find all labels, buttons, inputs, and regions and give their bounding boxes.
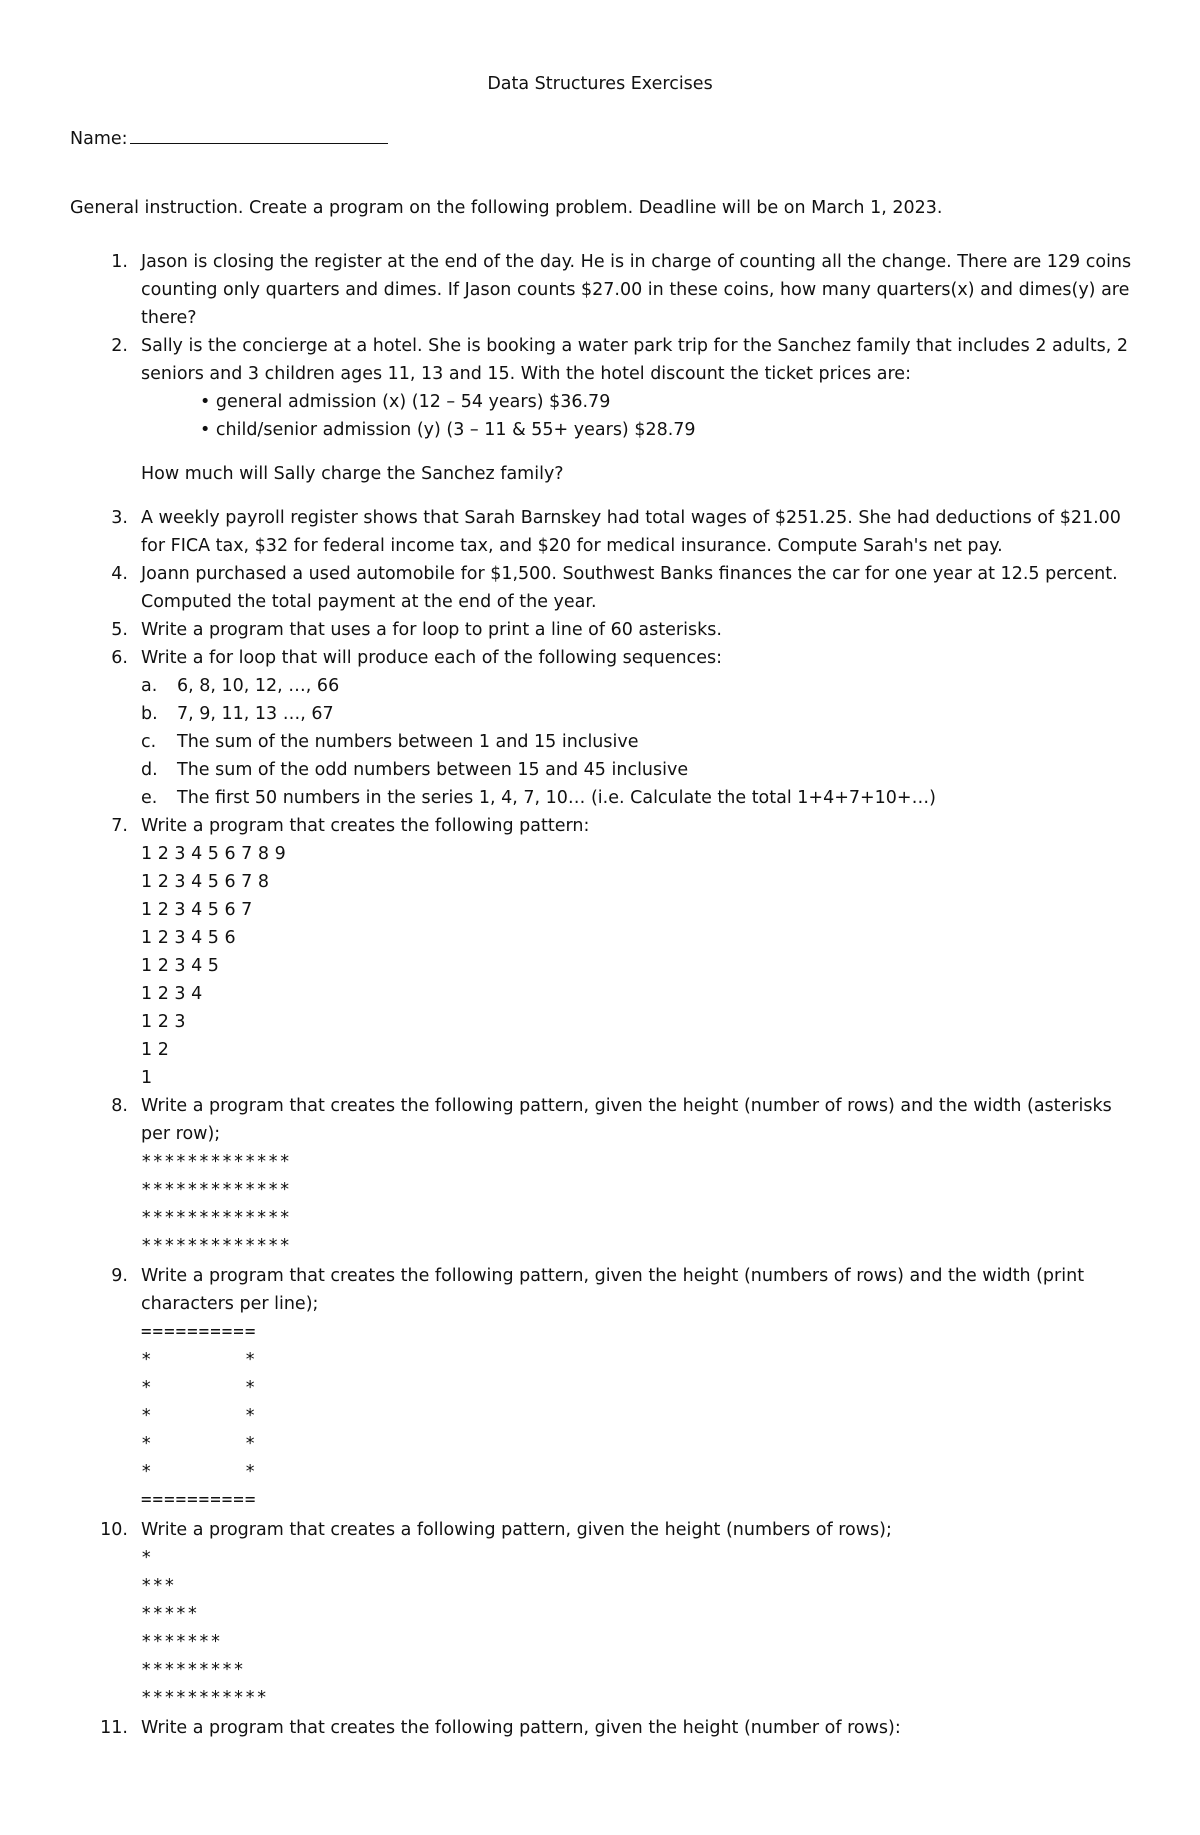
pattern-line: *********** xyxy=(141,1688,268,1708)
problem-text: Write a program that creates a following pattern, given the height (numbers of rows); xyxy=(141,1520,892,1540)
problem-text: A weekly payroll register shows that Sarah Barnskey had total wages of $251.25. She had deductions of $21.00 xyxy=(141,508,1121,528)
sub-item-letter: a. xyxy=(141,676,158,696)
sub-item-text: The sum of the numbers between 1 and 15 inclusive xyxy=(177,732,639,752)
sub-item-letter: e. xyxy=(141,788,158,808)
sub-item-text: The first 50 numbers in the series 1, 4, 7, 10… (i.e. Calculate the total 1+4+7+10+…) xyxy=(177,788,936,808)
problem-number: 5. xyxy=(111,620,128,640)
problem-text: Sally is the concierge at a hotel. She is booking a water park trip for the Sanchez family that includes 2 adults, 2 xyxy=(141,336,1129,356)
sub-item-letter: d. xyxy=(141,760,158,780)
pattern-line: 1 2 3 4 5 6 7 xyxy=(141,900,253,920)
problem-text: characters per line); xyxy=(141,1294,319,1314)
problem-text: Write a program that creates the following pattern, given the height (number of rows) and the width (asterisks xyxy=(141,1096,1112,1116)
problem-number: 11. xyxy=(100,1718,128,1738)
pattern-line: * * xyxy=(141,1350,257,1370)
bullet-item: • general admission (x) (12 – 54 years) $36.79 xyxy=(200,392,611,412)
pattern-line: *** xyxy=(141,1576,176,1596)
bullet-icon: • xyxy=(200,420,216,440)
problem-text: Joann purchased a used automobile for $1,500. Southwest Banks finances the car for one year at 12.5 percent. xyxy=(141,564,1118,584)
problem-number: 9. xyxy=(111,1266,128,1286)
problem-text: for FICA tax, $32 for federal income tax, and $20 for medical insurance. Compute Sarah's net pay. xyxy=(141,536,1003,556)
document-title: Data Structures Exercises xyxy=(487,74,713,94)
pattern-line: ******* xyxy=(141,1632,222,1652)
pattern-line: 1 2 3 4 5 6 7 8 9 xyxy=(141,844,286,864)
problem-text: there? xyxy=(141,308,197,328)
bullet-item: • child/senior admission (y) (3 – 11 & 55+ years) $28.79 xyxy=(200,420,696,440)
pattern-line: 1 2 xyxy=(141,1040,169,1060)
pattern-line: * * xyxy=(141,1462,257,1482)
sub-item-text: 6, 8, 10, 12, …, 66 xyxy=(177,676,340,696)
problem-text: seniors and 3 children ages 11, 13 and 15. With the hotel discount the ticket prices are: xyxy=(141,364,911,384)
pattern-line: * * xyxy=(141,1406,257,1426)
sub-item-text: 7, 9, 11, 13 …, 67 xyxy=(177,704,334,724)
name-blank-line xyxy=(130,126,388,144)
problem-text: Write a program that creates the following pattern: xyxy=(141,816,590,836)
pattern-line: ************* xyxy=(141,1236,291,1256)
sub-item-text: The sum of the odd numbers between 15 and 45 inclusive xyxy=(177,760,689,780)
problem-text: Write a for loop that will produce each of the following sequences: xyxy=(141,648,723,668)
pattern-line: * * xyxy=(141,1434,257,1454)
sub-item-letter: c. xyxy=(141,732,157,752)
problem-number: 10. xyxy=(100,1520,128,1540)
pattern-line: ************* xyxy=(141,1208,291,1228)
problem-text: counting only quarters and dimes. If Jason counts $27.00 in these coins, how many quarters(x) and dimes(y) are xyxy=(141,280,1130,300)
pattern-line: ========== xyxy=(141,1322,257,1342)
pattern-line: 1 2 3 4 xyxy=(141,984,203,1004)
problem-text: Write a program that uses a for loop to print a line of 60 asterisks. xyxy=(141,620,722,640)
problem-number: 6. xyxy=(111,648,128,668)
sub-item-letter: b. xyxy=(141,704,158,724)
problem-text: per row); xyxy=(141,1124,221,1144)
name-field xyxy=(70,126,388,151)
pattern-line: 1 2 3 4 5 6 xyxy=(141,928,236,948)
pattern-line: 1 2 3 4 5 6 7 8 xyxy=(141,872,270,892)
problem-text: Jason is closing the register at the end of the day. He is in charge of counting all the change. There are 129 coins xyxy=(141,252,1132,272)
pattern-line: 1 xyxy=(141,1068,153,1088)
problem-text: Write a program that creates the following pattern, given the height (number of rows): xyxy=(141,1718,901,1738)
problem-number: 3. xyxy=(111,508,128,528)
pattern-line: * * xyxy=(141,1378,257,1398)
pattern-line: 1 2 3 4 5 xyxy=(141,956,219,976)
general-instruction: General instruction. Create a program on the following problem. Deadline will be on March 1, 2023. xyxy=(70,198,943,218)
problem-number: 1. xyxy=(111,252,128,272)
problem-question: How much will Sally charge the Sanchez family? xyxy=(141,464,564,484)
problem-number: 7. xyxy=(111,816,128,836)
pattern-line: ************* xyxy=(141,1152,291,1172)
problem-number: 4. xyxy=(111,564,128,584)
pattern-line: ************* xyxy=(141,1180,291,1200)
name-label: Name: xyxy=(70,129,128,149)
pattern-line: ========== xyxy=(141,1490,257,1510)
bullet-icon: • xyxy=(200,392,216,412)
pattern-line: 1 2 3 xyxy=(141,1012,186,1032)
problem-text: Computed the total payment at the end of the year. xyxy=(141,592,597,612)
pattern-line: ********* xyxy=(141,1660,245,1680)
problem-text: Write a program that creates the following pattern, given the height (numbers of rows) and the width (print xyxy=(141,1266,1085,1286)
problem-number: 2. xyxy=(111,336,128,356)
pattern-line: * xyxy=(141,1548,153,1568)
problem-number: 8. xyxy=(111,1096,128,1116)
pattern-line: ***** xyxy=(141,1604,199,1624)
